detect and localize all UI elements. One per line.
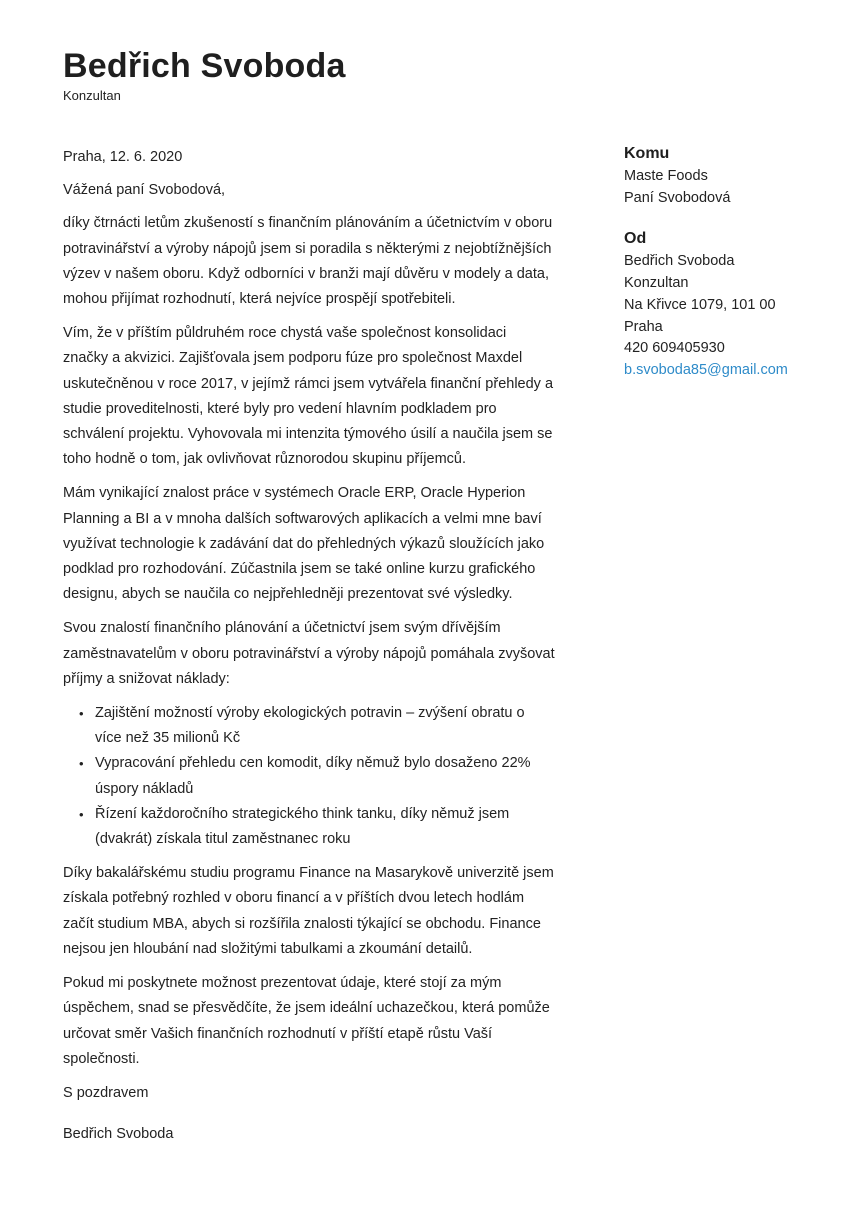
body-paragraph-2: Vím, že v příštím půldruhém roce chystá vaše společnost konsolidaci značky a akvizici. Zajišťovala jsem podporu fúze pro společnost Maxdel uskutečněnou v roce 2017, v jejímž rámci jsem vytvářela finanční přehledy a studie proveditelnosti, které byly pro vedení hlavním podkladem pro schválení projektu. Vyhovovala mi intenzita týmového úsilí a naučila jsem se toho hodně o tom, jak ovlivňovat různorodou skupinu příjemců. [63,325,554,468]
letter-body [63,145,555,1147]
sender-email-link[interactable]: b.svoboda85@gmail.com [624,361,788,378]
author-role: Konzultan [63,88,121,103]
body-paragraph-3: Mám vynikající znalost práce v systémech Oracle ERP, Oracle Hyperion Planning a BI a v mnoha dalších softwarových aplikacích a velmi mne baví využívat technologie k zadávání dat do přehledných výkazů sloužících jako podklad pro rozhodování. Zúčastnila jsem se také online kurzu grafického designu, abych se naučila co nejpřehledněji prezentovat své výsledky. [63,485,545,603]
body-paragraph-6: Pokud mi poskytnete možnost prezentovat údaje, které stojí za mým úspěchem, snad se přesvědčíte, že jsem ideální uchazečkou, která pomůže určovat směr Vašich finančních rozhodnutí v příští etapě růstu Vaší společnosti. [63,975,550,1067]
recipient-person: Paní Svobodová [624,189,731,206]
list-item: • Zajištění možností výroby ekologických potravin – zvýšení obratu o více než 35 milionů Kč [79,701,555,751]
recipient-heading: Komu [624,145,670,162]
letter-date: Praha, 12. 6. 2020 [63,149,183,165]
sender-block [624,228,824,381]
letter-salutation: Vážená paní Svobodová, [63,182,226,199]
letter-closing: S pozdravem [63,1084,149,1101]
letter-header [63,46,346,104]
recipient-company: Maste Foods [624,168,708,184]
body-paragraph-4: Svou znalostí finančního plánování a účetnictví jsem svým dřívějším zaměstnavatelům v oboru potravinářství a výroby nápojů pomáhala zvyšovat příjmy a snižovat náklady: [63,620,555,687]
address-sidebar [624,143,824,401]
list-item: • Řízení každoročního strategického think tanku, díky němuž jsem (dvakrát) získala titul zaměstnanec roku [79,802,555,852]
sender-name: Bedřich Svoboda [624,253,735,270]
sender-street: Na Křivce 1079, 101 00 [624,296,776,313]
sender-role: Konzultan [624,275,689,292]
sender-city: Praha [624,318,663,335]
list-item: • Vypracování přehledu cen komodit, díky němuž bylo dosaženo 22% úspory nákladů [79,751,555,801]
letter-signature: Bedřich Svoboda [63,1126,174,1143]
sender-heading: Od [624,230,647,248]
achievements-list [79,701,555,852]
author-name: Bedřich Svoboda [63,47,346,85]
body-paragraph-5: Díky bakalářskému studiu programu Finance na Masarykově univerzitě jsem získala potřebný rozhled v oboru financí a v příštích dvou letech hodlám začít studium MBA, abych si rozšířila znalosti týkající se obchodu. Finance nejsou jen hloubání nad složitými tabulkami a zkoumání detailů. [63,865,554,957]
sender-phone: 420 609405930 [624,340,725,357]
body-paragraph-1: díky čtrnácti letům zkušeností s finančním plánováním a účetnictvím v oboru potravinářství a výroby nápojů jsem si poradila s některými z nejobtížnějších výzev v našem oboru. Když odborníci v branži mají důvěru v modely a data, mohou přijímat rozhodnutí, která nejvíce prospějí spotřebiteli. [63,215,553,308]
recipient-block [624,143,824,209]
